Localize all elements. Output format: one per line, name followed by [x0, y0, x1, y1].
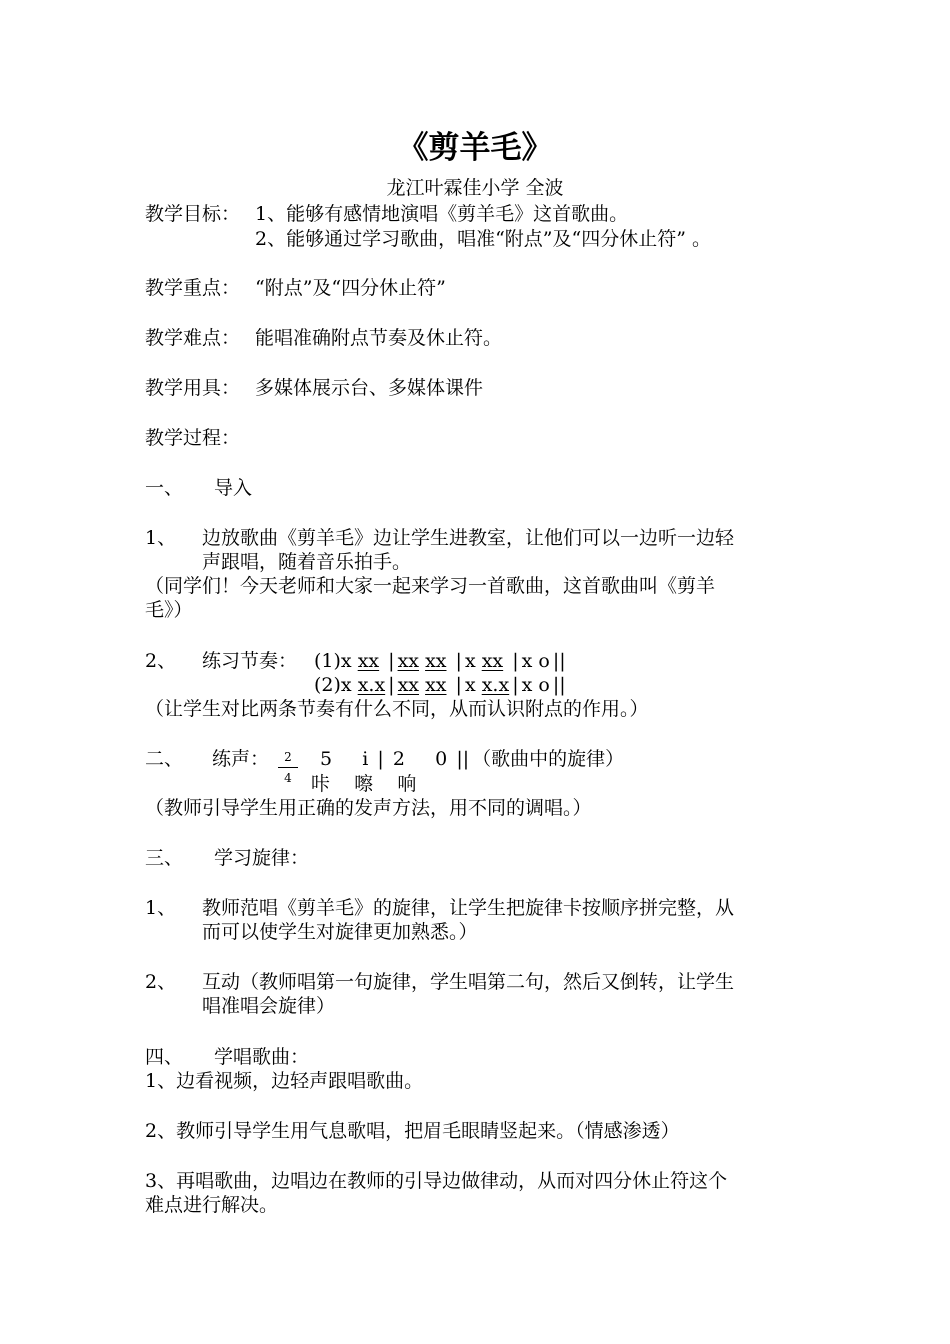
rhythm-note: xx: [425, 650, 447, 672]
melody-suffix: （歌曲中的旋律）: [472, 748, 625, 770]
lyric: 响: [397, 773, 417, 795]
section4-item2: 2、教师引导学生用气息歌唱，把眉毛眼睛竖起来。（情感渗透）: [145, 1120, 680, 1142]
section2-label: 练声：: [212, 748, 270, 770]
section2-note: （教师引导学生用正确的发声方法，用不同的调唱。）: [145, 797, 592, 819]
bar-line: |: [388, 674, 395, 696]
end-bar-line: ||: [552, 650, 566, 672]
rhythm-note: o: [538, 674, 550, 696]
rhythm-line-2: [314, 673, 569, 697]
end-bar-line: ||: [456, 748, 470, 770]
melody-note: 2: [392, 748, 405, 770]
goal-item-1: 1、能够有感情地演唱《剪羊毛》这首歌曲。: [255, 203, 629, 225]
rhythm-note: xx: [397, 650, 420, 672]
rhythm-note: x: [521, 674, 533, 696]
rhythm-index: (2): [314, 674, 341, 696]
bar-line: |: [377, 748, 384, 770]
section4-item1: 1、边看视频，边轻声跟唱歌曲。: [145, 1070, 424, 1092]
melody-line: [320, 747, 624, 771]
difficulty-text: 能唱准确附点节奏及休止符。: [255, 327, 503, 349]
bar-line: |: [455, 650, 462, 672]
section1-note1-line2: 毛》）: [145, 599, 193, 621]
lyric: 咔: [311, 773, 331, 795]
section1-title: 导入: [214, 477, 253, 499]
section3-item2-line1: 互动（教师唱第一句旋律，学生唱第二句，然后又倒转，让学生: [202, 971, 735, 993]
goals-label: 教学目标：: [145, 203, 241, 225]
melody-note: 0: [435, 748, 448, 770]
section1-item1-line2: 声跟唱，随着音乐拍手。: [202, 551, 412, 573]
end-bar-line: ||: [552, 674, 566, 696]
section4-number: 四、: [145, 1046, 184, 1068]
time-signature: [278, 750, 298, 785]
section3-item1-number: 1、: [145, 897, 177, 919]
melody-note: 5: [320, 748, 333, 770]
tools-label: 教学用具：: [145, 377, 241, 399]
bar-line: |: [455, 674, 462, 696]
section1-item1-number: 1、: [145, 527, 177, 549]
rhythm-note: x: [340, 674, 352, 696]
lyric: 嚓: [354, 773, 374, 795]
document-title: 《剪羊毛》: [397, 130, 553, 166]
section1-item1-line1: 边放歌曲《剪羊毛》边让学生进教室，让他们可以一边听一边轻: [202, 527, 735, 549]
bar-line: |: [512, 650, 519, 672]
section3-title: 学习旋律：: [214, 847, 310, 869]
melody-note: i: [362, 748, 369, 770]
section1-note2: （让学生对比两条节奏有什么不同，从而认识附点的作用。）: [145, 698, 649, 720]
section3-item2-line2: 唱准唱会旋律）: [202, 995, 336, 1017]
section2-number: 二、: [145, 748, 184, 770]
rhythm-note: x: [464, 650, 476, 672]
rhythm-note: xx: [397, 674, 420, 696]
section1-note1-line1: （同学们！今天老师和大家一起来学习一首歌曲，这首歌曲叫《剪羊: [145, 575, 716, 597]
section4-item3-line1: 3、再唱歌曲，边唱边在教师的引导边做律动，从而对四分休止符这个: [145, 1170, 728, 1192]
rhythm-note: x: [521, 650, 533, 672]
key-point-label: 教学重点：: [145, 277, 241, 299]
section3-item1-line1: 教师范唱《剪羊毛》的旋律，让学生把旋律卡按顺序拼完整，从: [202, 897, 735, 919]
bar-line: |: [388, 650, 395, 672]
process-label: 教学过程：: [145, 427, 241, 449]
rhythm-note: x.x: [357, 674, 386, 696]
tools-text: 多媒体展示台、多媒体课件: [255, 377, 484, 399]
rhythm-note: xx: [357, 650, 380, 672]
rhythm-note: xx: [425, 674, 447, 696]
lyrics-line: [311, 772, 416, 796]
rhythm-index: (1): [314, 650, 341, 672]
rhythm-note: o: [538, 650, 550, 672]
section3-item1-line2: 而可以使学生对旋律更加熟悉。）: [202, 921, 478, 943]
bar-line: |: [512, 674, 519, 696]
rhythm-note: x.x: [481, 674, 510, 696]
author-line: 龙江叶霖佳小学 全波: [386, 177, 564, 199]
section3-number: 三、: [145, 847, 184, 869]
rhythm-line-1: [314, 649, 569, 673]
difficulty-label: 教学难点：: [145, 327, 241, 349]
section3-item2-number: 2、: [145, 971, 177, 993]
rhythm-note: x: [340, 650, 352, 672]
section4-title: 学唱歌曲：: [214, 1046, 310, 1068]
goal-item-2: 2、能够通过学习歌曲，唱准“附点”及“四分休止符” 。: [255, 228, 711, 250]
rhythm-note: xx: [481, 650, 504, 672]
section1-item2-label: 练习节奏：: [202, 650, 298, 672]
section1-number: 一、: [145, 477, 184, 499]
section1-item2-number: 2、: [145, 650, 177, 672]
time-signature-bottom: 4: [284, 771, 292, 785]
rhythm-note: x: [464, 674, 476, 696]
key-point-text: “附点”及“四分休止符”: [255, 277, 446, 299]
time-signature-top: 2: [278, 750, 298, 768]
section4-item3-line2: 难点进行解决。: [145, 1194, 279, 1216]
